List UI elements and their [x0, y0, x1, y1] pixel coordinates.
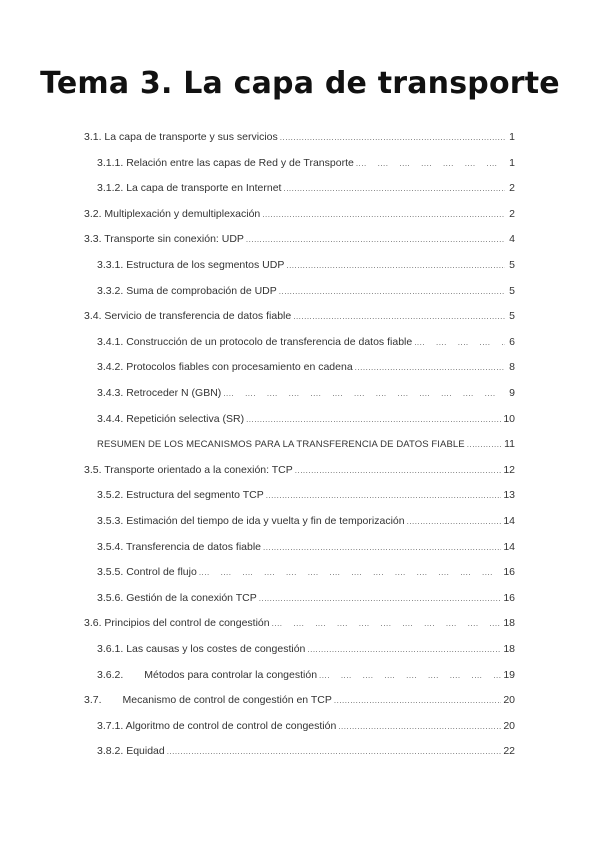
dot-leader: [286, 258, 505, 274]
toc-page-number: 13: [503, 489, 515, 501]
toc-entry-title: 3.5.6. Gestión de la conexión TCP: [97, 592, 257, 604]
toc-entry[interactable]: [97, 564, 515, 580]
document-title: Tema 3. La capa de transporte: [40, 66, 560, 101]
toc-page-number: 10: [503, 413, 515, 425]
toc-entry-title: 3.7. Mecanismo de control de congestión en TCP: [84, 694, 332, 706]
toc-entry-title: 3.6. Principios del control de congestión: [84, 617, 270, 629]
toc-page-number: 22: [503, 745, 515, 757]
dot-leader: [467, 437, 502, 453]
dot-leader: [259, 591, 502, 607]
toc-entry[interactable]: [97, 385, 515, 401]
toc-entry[interactable]: [84, 615, 515, 631]
toc-entry-title: 3.5.5. Control de flujo: [97, 566, 197, 578]
toc-entry-title: 3.1.2. La capa de transporte en Internet: [97, 182, 282, 194]
toc-page-number: 4: [509, 233, 515, 245]
toc-entry-title: 3.5.3. Estimación del tiempo de ida y vuelta y fin de temporización: [97, 515, 405, 527]
dot-leader: [338, 719, 501, 735]
toc-entry-title: 3.2. Multiplexación y demultiplexación: [84, 208, 261, 220]
toc-entry-title: RESUMEN DE LOS MECANISMOS PARA LA TRANSFERENCIA DE DATOS FIABLE: [97, 439, 465, 450]
dot-leader: [167, 744, 502, 760]
toc-page-number: 20: [503, 720, 515, 732]
toc-page-number: 11: [504, 438, 515, 450]
dot-leader: [355, 360, 505, 376]
dot-leader: [279, 284, 505, 300]
toc-page-number: 18: [503, 617, 515, 629]
toc-page-number: 1: [509, 157, 515, 169]
toc-page-number: 1: [509, 131, 515, 143]
toc-entry-title: 3.3.1. Estructura de los segmentos UDP: [97, 259, 285, 271]
toc-page-number: 20: [503, 694, 515, 706]
toc-entry-title: 3.5. Transporte orientado a la conexión: TCP: [84, 464, 293, 476]
toc-page-number: 16: [503, 592, 515, 604]
toc-page-number: 18: [503, 643, 515, 655]
toc-page-number: 2: [509, 182, 515, 194]
toc-entry[interactable]: [97, 334, 515, 350]
toc-entry-title: 3.7.1. Algoritmo de control de control de congestión: [97, 720, 337, 732]
toc-entry-title: 3.4. Servicio de transferencia de datos fiable: [84, 310, 292, 322]
toc-entry[interactable]: [97, 718, 515, 734]
toc-entry[interactable]: [84, 206, 515, 222]
dot-leader: [266, 488, 502, 504]
toc-page-number: 14: [503, 515, 515, 527]
toc-entry[interactable]: [84, 692, 515, 708]
dot-leader: [246, 412, 501, 428]
dot-leader: [295, 463, 502, 479]
toc-entry[interactable]: [84, 308, 515, 324]
dot-leader: [334, 693, 501, 709]
toc-page-number: 2: [509, 208, 515, 220]
toc-entry[interactable]: [97, 590, 515, 606]
dot-leader: [199, 565, 502, 581]
toc-entry[interactable]: [97, 667, 515, 683]
toc-entry[interactable]: [97, 283, 515, 299]
toc-entry[interactable]: [97, 411, 515, 427]
dot-leader: [307, 642, 501, 658]
toc-entry-title: 3.4.3. Retroceder N (GBN): [97, 387, 222, 399]
toc-entry-title: 3.6.1. Las causas y los costes de congestión: [97, 643, 306, 655]
toc-entry[interactable]: [97, 155, 515, 171]
toc-page-number: 5: [509, 310, 515, 322]
toc-entry[interactable]: [97, 539, 515, 555]
toc-page-number: 16: [503, 566, 515, 578]
dot-leader: [263, 540, 501, 556]
toc-entry-title: 3.3.2. Suma de comprobación de UDP: [97, 285, 277, 297]
toc-entry-title: 3.5.4. Transferencia de datos fiable: [97, 541, 262, 553]
toc-page-number: 9: [509, 387, 515, 399]
toc-entry-title: 3.3. Transporte sin conexión: UDP: [84, 233, 244, 245]
toc-page-number: 6: [509, 336, 515, 348]
dot-leader: [356, 156, 505, 172]
dot-leader: [223, 386, 505, 402]
toc-entry-title: 3.8.2. Equidad: [97, 745, 165, 757]
toc-entry-title: 3.4.4. Repetición selectiva (SR): [97, 413, 245, 425]
toc-entry-title: 3.6.2. Métodos para controlar la congestión: [97, 669, 318, 681]
toc-entry[interactable]: [84, 129, 515, 145]
toc-page-number: 5: [509, 259, 515, 271]
toc-entry[interactable]: [97, 436, 515, 452]
toc-entry-title: 3.5.2. Estructura del segmento TCP: [97, 489, 264, 501]
toc-entry[interactable]: [97, 513, 515, 529]
dot-leader: [272, 616, 502, 632]
toc-page-number: 14: [503, 541, 515, 553]
toc-entry-title: 3.4.1. Construcción de un protocolo de transferencia de datos fiable: [97, 336, 413, 348]
dot-leader: [414, 335, 505, 351]
toc-page-number: 5: [509, 285, 515, 297]
dot-leader: [407, 514, 502, 530]
toc-entry[interactable]: [97, 257, 515, 273]
toc-entry[interactable]: [84, 231, 515, 247]
dot-leader: [262, 207, 505, 223]
toc-entry[interactable]: [84, 462, 515, 478]
dot-leader: [283, 181, 505, 197]
dot-leader: [319, 668, 501, 684]
toc-entry-title: 3.1. La capa de transporte y sus servicios: [84, 131, 278, 143]
toc-entry[interactable]: [97, 743, 515, 759]
toc-entry[interactable]: [97, 641, 515, 657]
toc-entry-title: 3.1.1. Relación entre las capas de Red y de Transporte: [97, 157, 354, 169]
dot-leader: [280, 130, 505, 146]
toc-entry[interactable]: [97, 359, 515, 375]
toc-page-number: 8: [509, 361, 515, 373]
toc-entry[interactable]: [97, 487, 515, 503]
toc-entry-title: 3.4.2. Protocolos fiables con procesamiento en cadena: [97, 361, 353, 373]
dot-leader: [246, 232, 505, 248]
toc-page-number: 19: [503, 669, 515, 681]
dot-leader: [293, 309, 505, 325]
toc-entry[interactable]: [97, 180, 515, 196]
toc-page-number: 12: [503, 464, 515, 476]
